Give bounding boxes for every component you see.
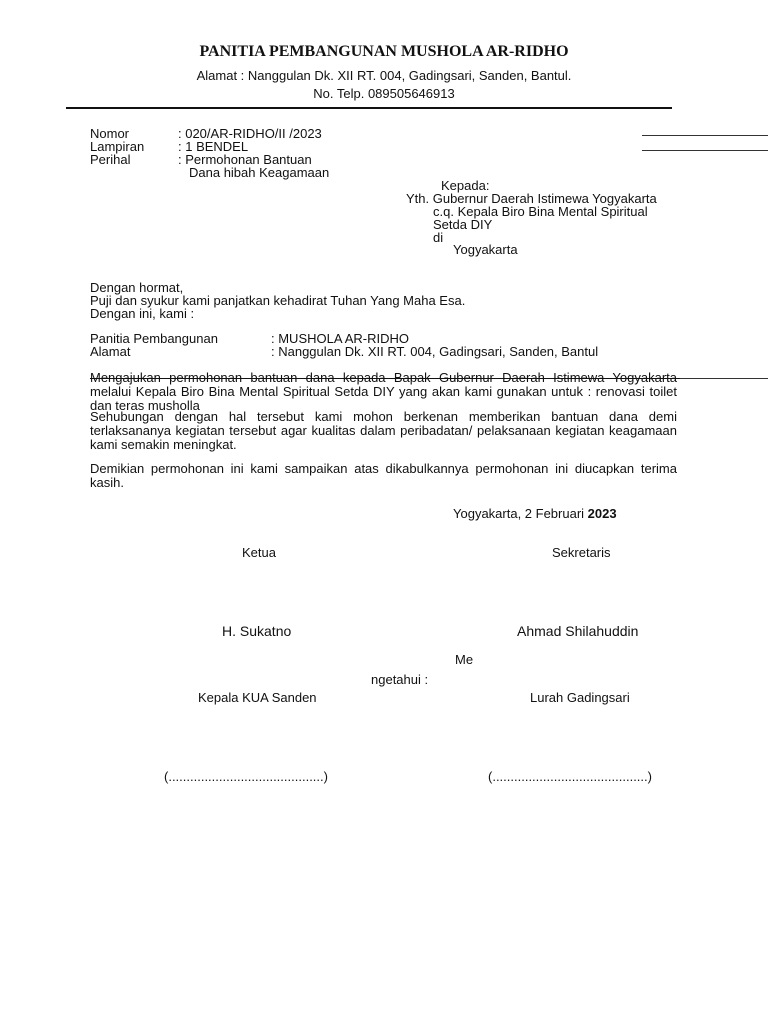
sekretaris-name: Ahmad Shilahuddin <box>517 623 639 639</box>
letterhead-divider <box>66 107 672 109</box>
date-prefix: Yogyakarta, 2 Februari <box>453 506 588 521</box>
lampiran-label: Lampiran <box>90 139 145 154</box>
perihal-value-2: Dana hibah Keagamaan <box>189 165 330 180</box>
kua-signature-blank: (...........................................) <box>164 769 328 784</box>
kua-title: Kepala KUA Sanden <box>198 690 317 705</box>
opening-line2: Puji dan syukur kami panjatkan kehadirat Tuhan Yang Maha Esa. <box>90 293 466 308</box>
opening-line3: Dengan ini, kami : <box>90 306 195 321</box>
nomor-value: : 020/AR-RIDHO/II /2023 <box>178 126 322 141</box>
panitia-value: : MUSHOLA AR-RIDHO <box>271 331 409 346</box>
recipient-line5: Yogyakarta <box>453 242 518 257</box>
letter-date <box>453 507 617 521</box>
alamat-label: Alamat <box>90 344 131 359</box>
mengetahui-part1: Me <box>455 652 474 667</box>
ketua-name: H. Sukatno <box>222 623 292 639</box>
lurah-signature-blank: (...........................................) <box>488 769 652 784</box>
panitia-label: Panitia Pembangunan <box>90 331 218 346</box>
perihal-label: Perihal <box>90 152 131 167</box>
recipient-kepada: Kepada: <box>441 178 490 193</box>
alamat-value: : Nanggulan Dk. XII RT. 004, Gadingsari, Sanden, Bantul <box>271 344 599 359</box>
date-year: 2023 <box>587 506 617 521</box>
nomor-label: Nomor <box>90 126 130 141</box>
recipient-line3: Setda DIY <box>433 217 493 232</box>
margin-rule <box>642 135 768 136</box>
sekretaris-title: Sekretaris <box>552 545 611 560</box>
margin-rule <box>680 378 768 379</box>
body-paragraph-2: Sehubungan dengan hal tersebut kami mohon berkenan memberikan bantuan dana demi terlaksananya kegiatan tersebut agar kualitas dalam peribadatan/ pelaksanaan kegiatan keagamaan kami semakin meningkat. <box>90 409 677 452</box>
letterhead-title: PANITIA PEMBANGUNAN MUSHOLA AR-RIDHO <box>199 43 569 60</box>
margin-rule <box>642 150 768 151</box>
ketua-title: Ketua <box>242 545 276 560</box>
mengetahui-part2: ngetahui : <box>371 672 429 687</box>
body-paragraph-1: Mengajukan permohonan bantuan dana kepada Bapak Gubernur Daerah Istimewa Yogyakarta melalui Kepala Biro Bina Mental Spiritual Setda DIY yang akan kami gunakan untuk : renovasi toilet dan teras musholla <box>90 370 677 413</box>
opening-salutation: Dengan hormat, <box>90 280 184 295</box>
recipient-line2: c.q. Kepala Biro Bina Mental Spiritual <box>433 204 648 219</box>
letterhead-phone: No. Telp. 089505646913 <box>313 86 455 101</box>
body-paragraph-3: Demikian permohonan ini kami sampaikan atas dikabulkannya permohonan ini diucapkan terima kasih. <box>90 461 677 490</box>
lurah-title: Lurah Gadingsari <box>530 690 630 705</box>
letterhead-address: Alamat : Nanggulan Dk. XII RT. 004, Gadingsari, Sanden, Bantul. <box>196 68 572 83</box>
perihal-value: : Permohonan Bantuan <box>178 152 312 167</box>
lampiran-value: : 1 BENDEL <box>178 139 249 154</box>
recipient-line4: di <box>433 230 444 245</box>
recipient-line1: Yth. Gubernur Daerah Istimewa Yogyakarta <box>406 191 657 206</box>
